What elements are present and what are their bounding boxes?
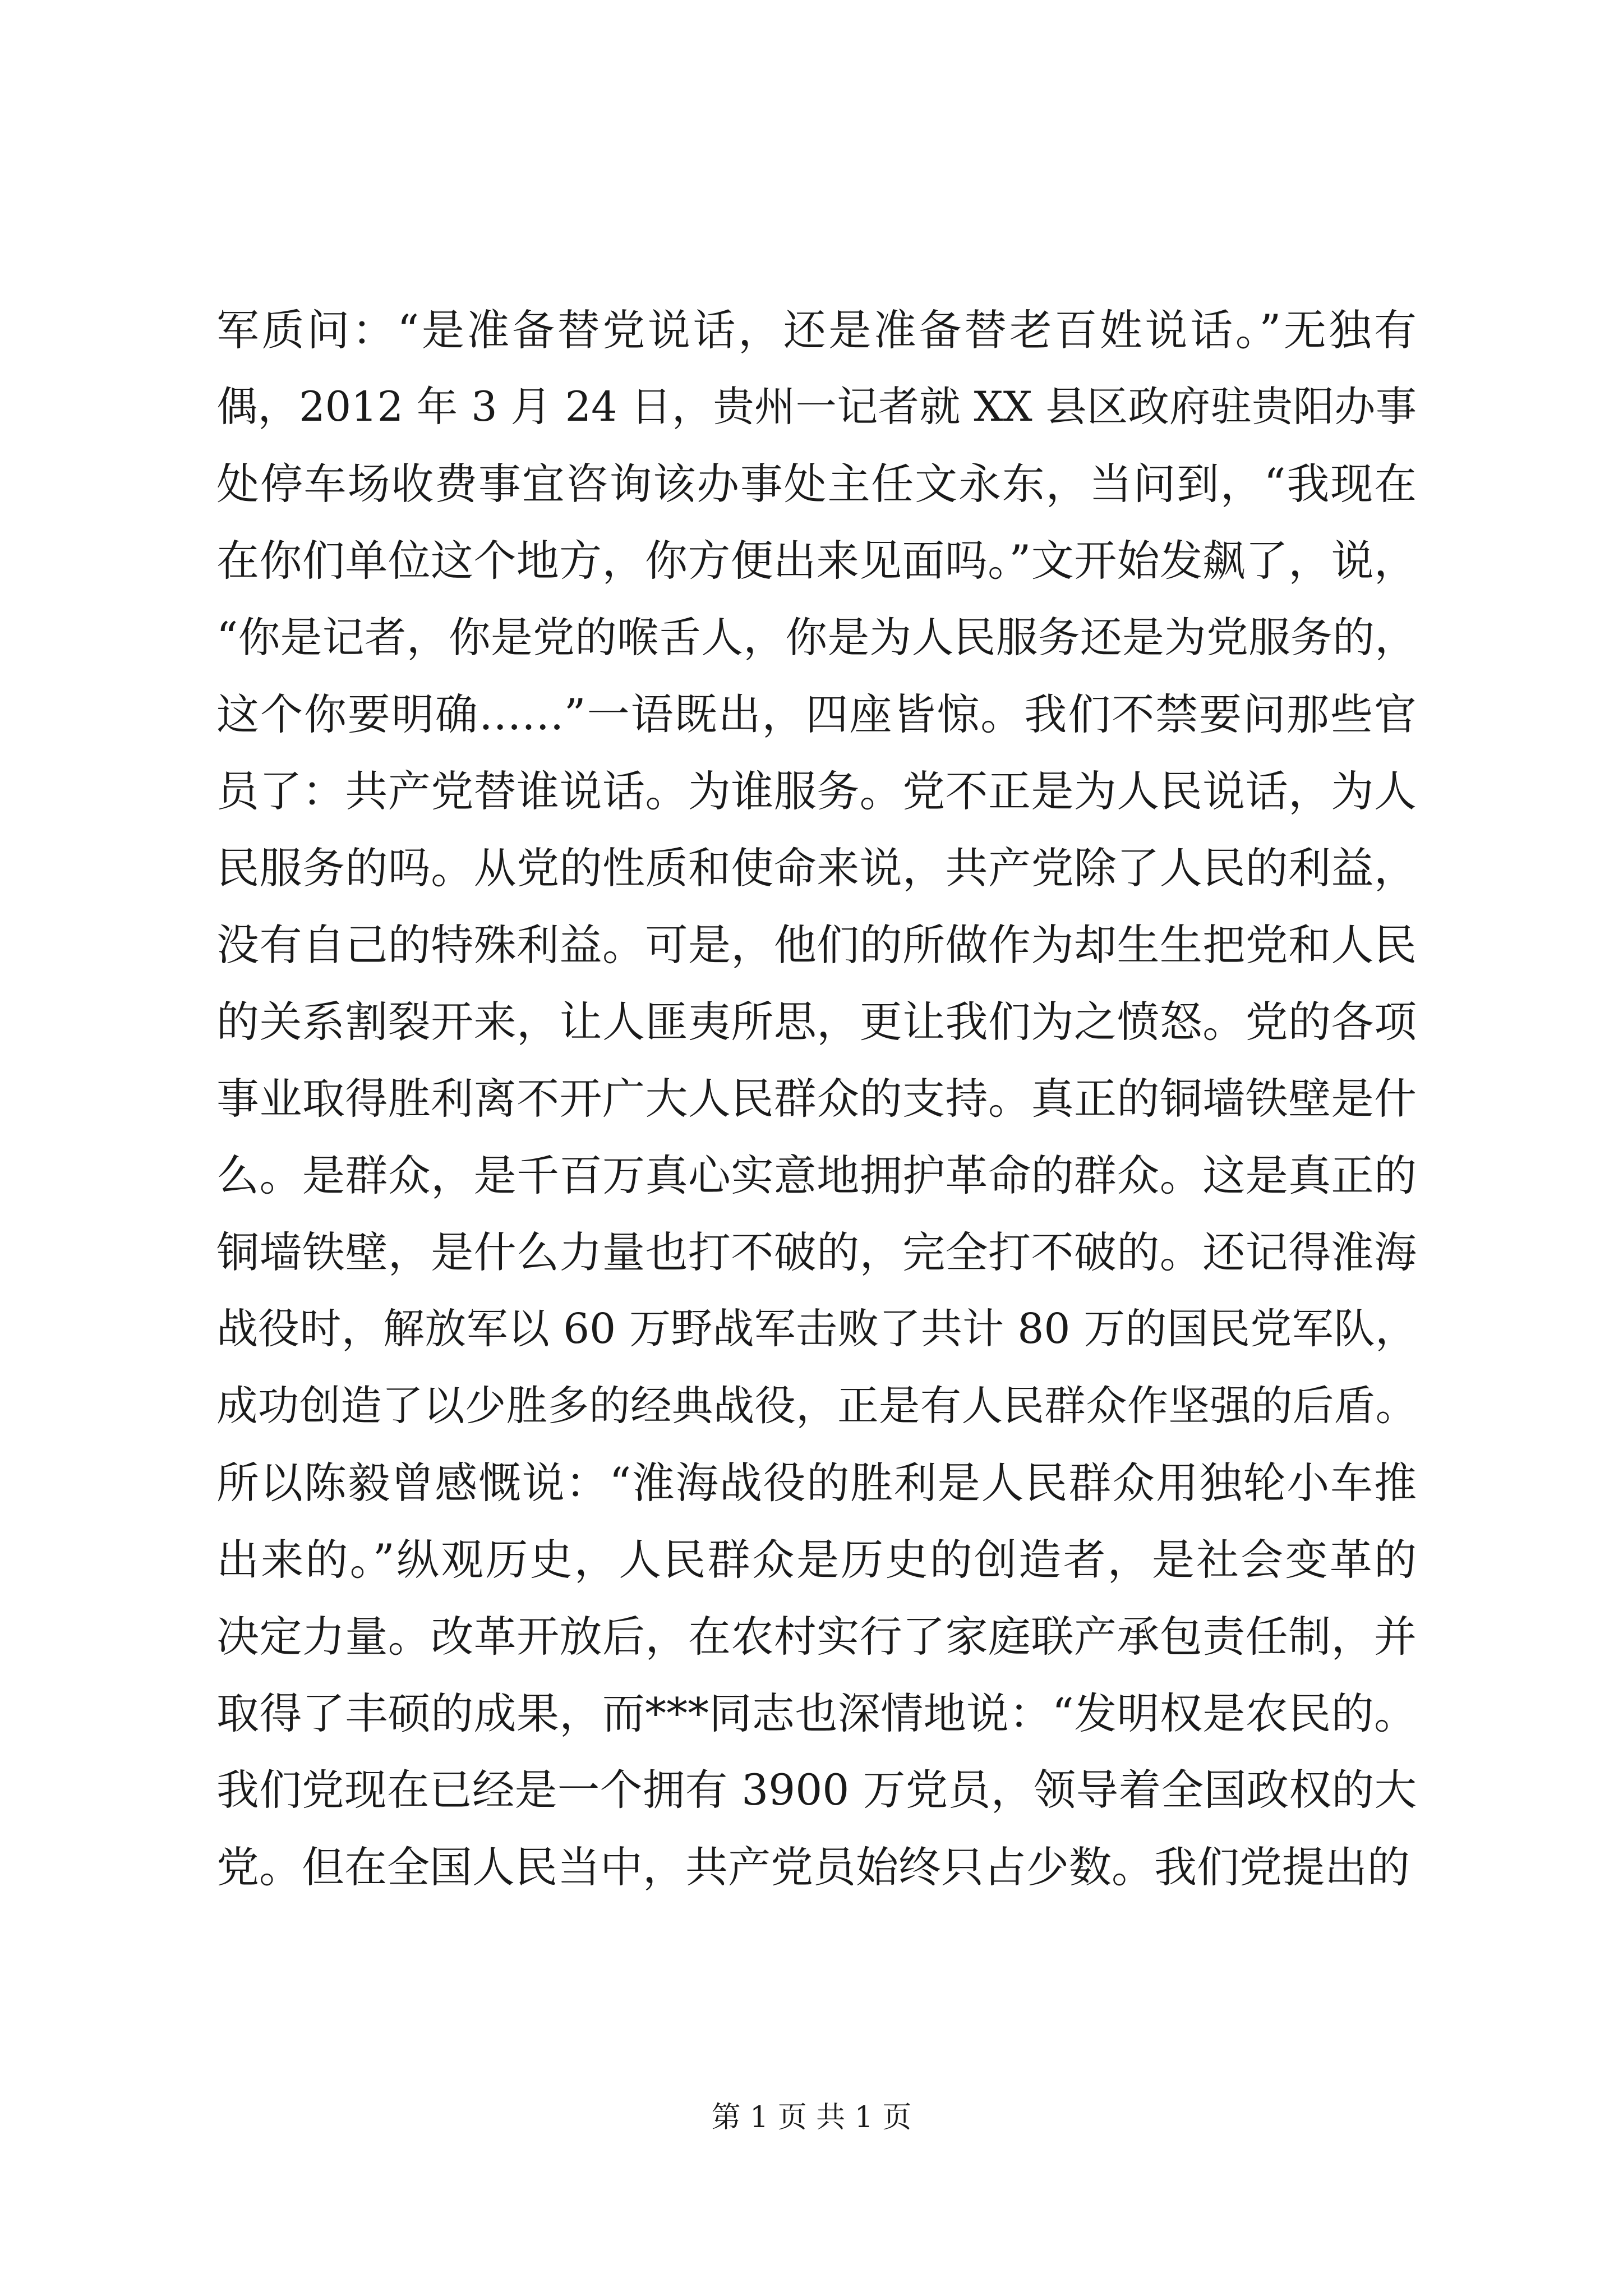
text-line: 的关系割裂开来，让人匪夷所思，更让我们为之愤怒。党的各项	[216, 997, 1417, 1047]
text-line: 出来的。”纵观历史，人民群众是历史的创造者，是社会变革的	[216, 1535, 1417, 1585]
text-line: 铜墙铁壁，是什么力量也打不破的，完全打不破的。还记得淮海	[216, 1227, 1417, 1277]
text-line: 党。但在全国人民当中，共产党员始终只占少数。我们党提出的	[216, 1842, 1410, 1892]
text-line: 员了：共产党替谁说话。为谁服务。党不正是为人民说话，为人	[216, 766, 1417, 816]
page-footer	[0, 2098, 1623, 2137]
text-line: 处停车场收费事宜咨询该办事处主任文永东，当问到，“我现在	[216, 459, 1417, 509]
text-line: 我们党现在已经是一个拥有 3900 万党员，领导着全国政权的大	[216, 1765, 1417, 1815]
text-line: 这个你要明确……”一语既出，四座皆惊。我们不禁要问那些官	[216, 689, 1417, 739]
text-line: 偶，2012 年 3 月 24 日，贵州一记者就 XX 县区政府驻贵阳办事	[216, 383, 1417, 431]
text-line: 民服务的吗。从党的性质和使命来说，共产党除了人民的利益，	[216, 843, 1417, 893]
text-line: 所以陈毅曾感慨说：“淮海战役的胜利是人民群众用独轮小车推	[216, 1458, 1417, 1508]
text-line: 没有自己的特殊利益。可是，他们的所做作为却生生把党和人民	[216, 920, 1417, 970]
text-line: “你是记者，你是党的喉舌人，你是为人民服务还是为党服务的，	[216, 613, 1417, 662]
text-line: 在你们单位这个地方，你方便出来见面吗。”文开始发飙了，说，	[216, 536, 1417, 586]
body-text	[216, 292, 1417, 1906]
text-line: 事业取得胜利离不开广大人民群众的支持。真正的铜墙铁壁是什	[216, 1074, 1417, 1124]
page-number-label: 第 1 页 共 1 页	[711, 2101, 912, 2134]
text-line: 军质问：“是准备替党说话，还是准备替老百姓说话。”无独有	[216, 305, 1417, 355]
text-line: 成功创造了以少胜多的经典战役，正是有人民群众作坚强的后盾。	[216, 1382, 1417, 1430]
text-line: 战役时，解放军以 60 万野战军击败了共计 80 万的国民党军队，	[216, 1305, 1417, 1353]
text-line: 么。是群众，是千百万真心实意地拥护革命的群众。这是真正的	[216, 1151, 1417, 1200]
text-line: 决定力量。改革开放后，在农村实行了家庭联产承包责任制，并	[216, 1612, 1417, 1662]
text-line: 取得了丰硕的成果，而***同志也深情地说：“发明权是农民的。	[216, 1688, 1417, 1738]
